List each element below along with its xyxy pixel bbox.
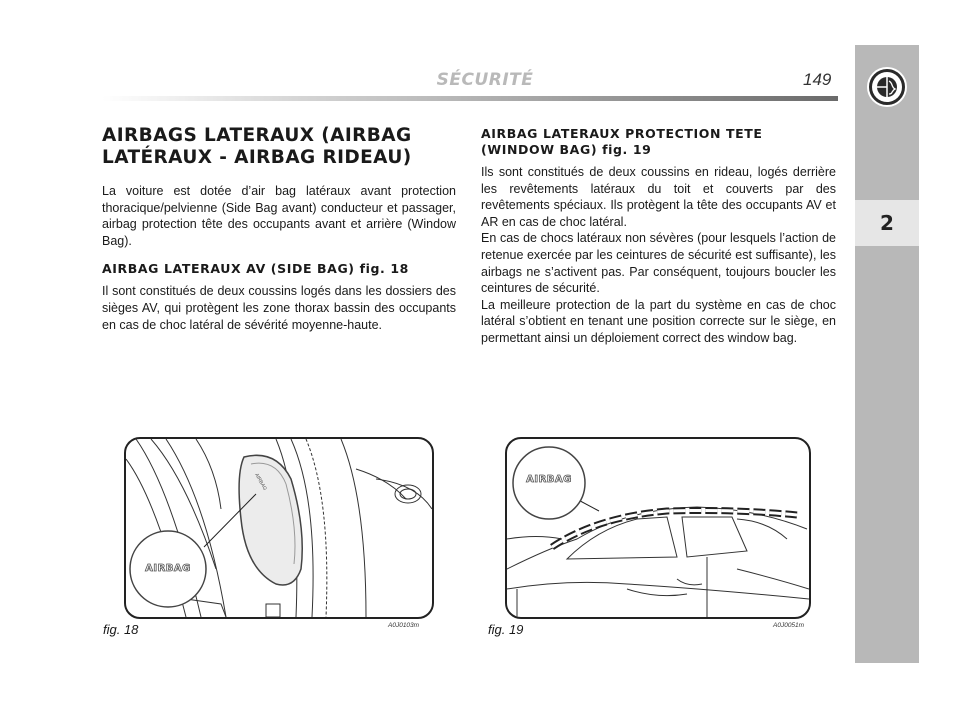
window-bag-paragraph-2: En cas de chocs latéraux non sévères (pour lesquels l’action de retenue exercée par les ceintures de sécurité est suffisante), les airbags ne s’activent pas. Par conséquent, toujours boucler les ceintures de sécurité. <box>481 231 836 296</box>
window-bag-paragraph-1: Ils sont constitués de deux coussins en rideau, logés derrière les revêtements latéraux du toit et couverts par des revêtements spéciaux. Ils protègent la tête des occupants AV et AR en cas de choc latéral. <box>481 165 836 229</box>
figure-18-code: A0J0103m <box>388 622 420 629</box>
page-number: 149 <box>803 70 832 89</box>
figure-19-code: A0J0051m <box>773 622 805 629</box>
seat-airbag-label: AIRBAG <box>253 472 268 492</box>
figure-19-window-bag-illustration <box>505 437 811 619</box>
figure-19-caption: fig. 19 <box>488 622 524 637</box>
left-column <box>102 125 456 345</box>
window-bag-heading: AIRBAG LATERAUX PROTECTION TETE (WINDOW BAG) fig. 19 <box>481 126 763 157</box>
airbag-badge-label: AIRBAG <box>145 563 191 574</box>
right-column <box>481 126 836 347</box>
intro-paragraph: La voiture est dotée d’air bag latéraux avant protection thoracique/pelvienne (Side Bag avant) conducteur et passager, airbag protection tête des occupants avant et arrière (Window Bag). <box>102 184 456 248</box>
side-bag-heading: AIRBAG LATERAUX AV (SIDE BAG) fig. 18 <box>102 261 409 277</box>
figure-18-side-bag-illustration <box>124 437 434 619</box>
chapter-side-tab <box>855 45 919 663</box>
car-window-bag-drawing <box>507 439 809 617</box>
header-rule <box>102 96 838 101</box>
chapter-indicator <box>855 200 919 246</box>
window-bag-paragraph-3: La meilleure protection de la part du système en cas de choc latéral s’obtient en tenant une position correcte sur le siège, en permettant ainsi un déploiement correct des window bag. <box>481 297 836 345</box>
side-bag-paragraph: Il sont constitués de deux coussins logés dans les dossiers des sièges AV, qui protègent les zone thorax bassin des occupants en cas de choc latéral de sévérité moyenne-haute. <box>102 284 456 332</box>
figure-18-caption: fig. 18 <box>103 622 139 637</box>
chapter-number: 2 <box>880 211 894 235</box>
section-title: SÉCURITÉ <box>436 70 534 90</box>
airbag-badge-label: AIRBAG <box>526 474 572 485</box>
seat-airbag-drawing <box>126 439 432 617</box>
alfa-romeo-logo-icon <box>867 67 907 107</box>
section-heading: AIRBAGS LATERAUX (AIRBAG LATÉRAUX - AIRBAG RIDEAU) <box>102 125 412 168</box>
